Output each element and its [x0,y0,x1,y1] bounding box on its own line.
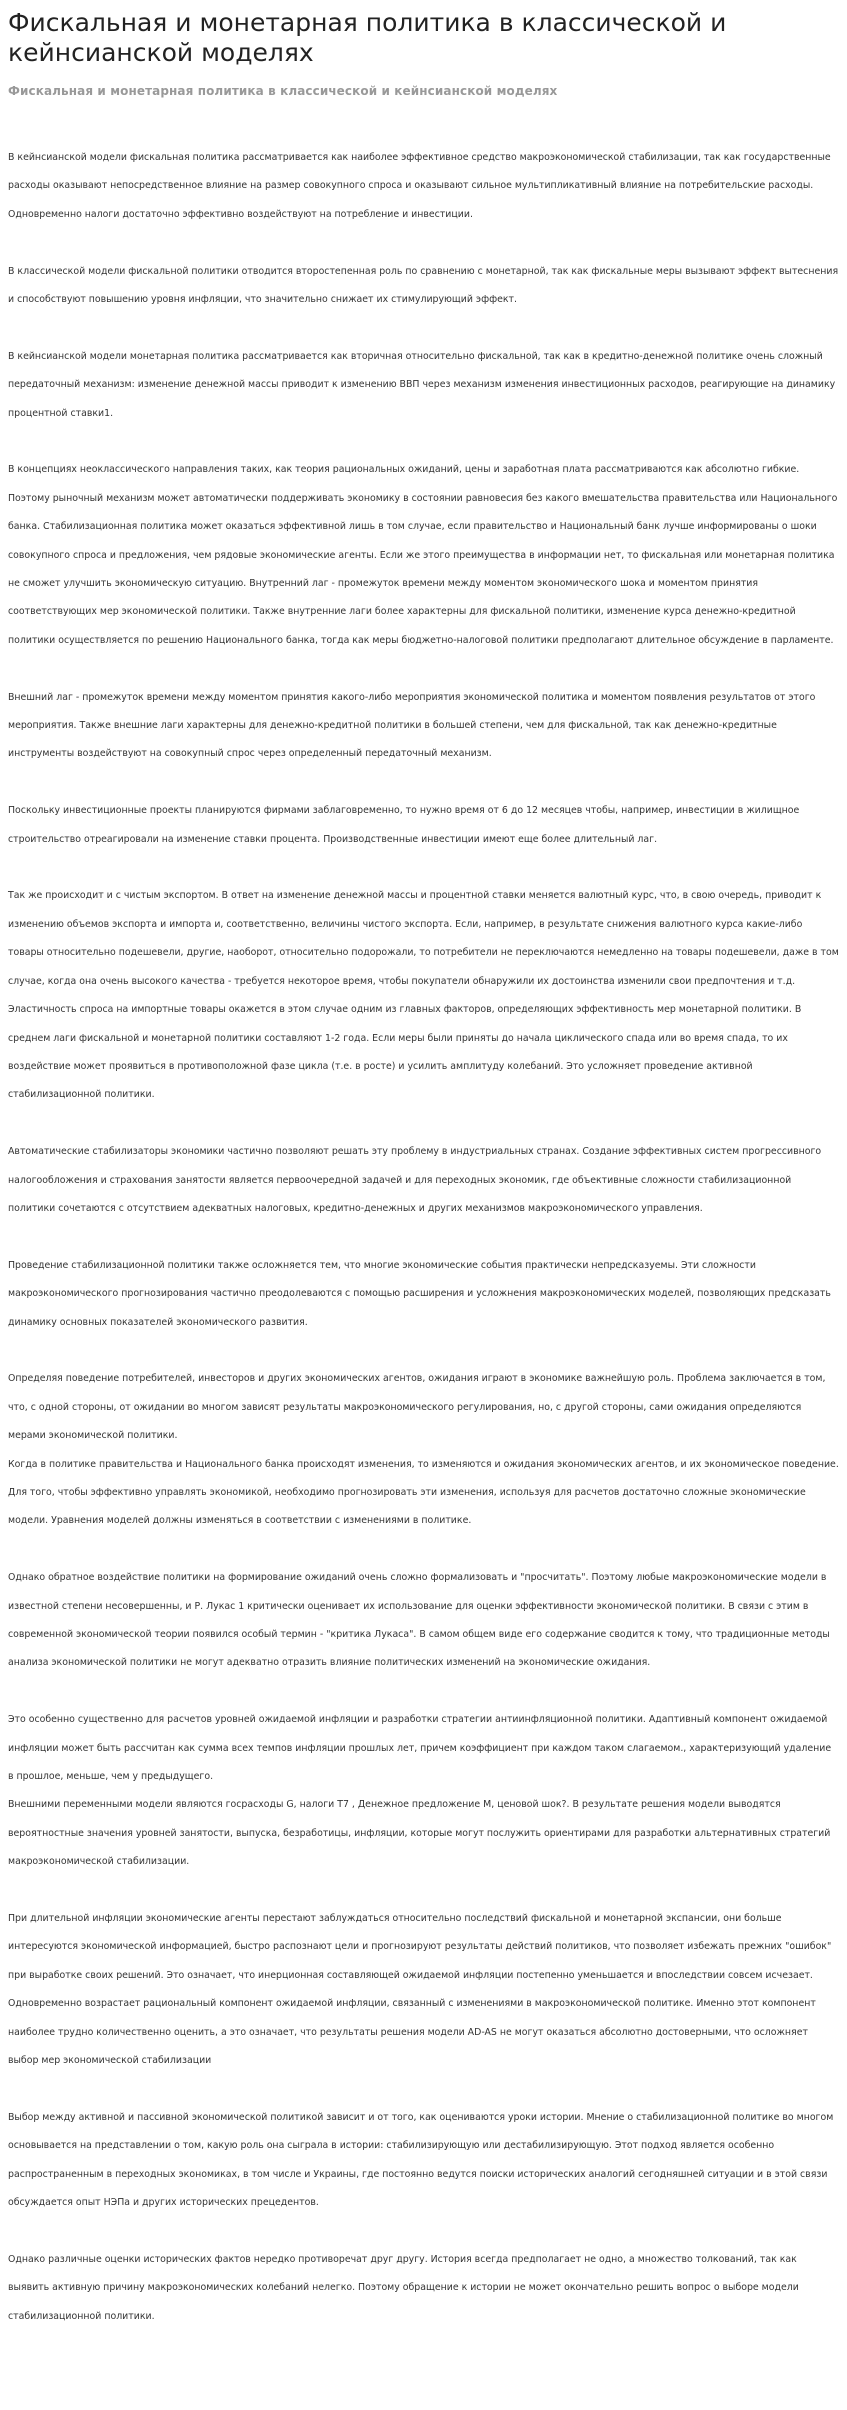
page-title: Фискальная и монетарная политика в классической и кейнсианской моделях [8,8,727,67]
paragraph: Автоматические стабилизаторы экономики частично позволяют решать эту проблему в индустриальных странах. Создание эффективных систем прогрессивного налогообложения и страхования занятости является первоочередной задачей и для переходных экономик, где объективные сложности стабилизационной политики сочетаются с отсутствием адекватных налоговых, кредитно-денежных и других механизмов макроэкономического управления. [8,1146,822,1214]
paragraph: Поскольку инвестиционные проекты планируются фирмами заблаговременно, то нужно время от 6 до 12 месяцев чтобы, например, инвестиции в жилищное строительство отреагировали на изменение ставки процента. Производственные инвестиции имеют еще более длительный лаг. [8,805,800,845]
paragraph: При длительной инфляции экономические агенты перестают заблуждаться относительно последствий фискальной и монетарной экспансии, они больше интересуются экономической информацией, быстро распознают цели и прогнозируют результаты действий политиков, что позволяет избежать прежних "ошибок" при выработке своих решений. Это означает, что инерционная составляющей ожидаемой инфляции постепенно уменьшается и впоследствии совсем исчезает. Одновременно возрастает рациональный компонент ожидаемой инфляции, связанный с изменениями в макроэкономической политике. Именно этот компонент наиболее трудно количественно оценить, а это означает, что результаты решения модели AD-AS не могут оказаться абсолютно достоверными, что осложняет выбор мер экономической стабилизации [8,1913,832,2067]
paragraph: Однако различные оценки исторических фактов нередко противоречат друг другу. История всегда предполагает не одно, а множество толкований, так как выявить активную причину макроэкономических колебаний нелегко. Поэтому обращение к истории не может окончательно решить вопрос о выборе модели стабилизационной политики. [8,2253,799,2322]
paragraph: Когда в политике правительства и Национального банка происходят изменения, то изменяются и ожидания экономических агентов, и их экономическое поведение. Для того, чтобы эффективно управлять экономикой, необходимо прогнозировать эти изменения, используя для расчетов достаточно сложные экономические модели. Уравнения моделей должны изменяться в соответствии с изменениями в политике. [8,1458,839,1527]
paragraph: Так же происходит и с чистым экспортом. В ответ на изменение денежной массы и процентной ставки меняется валютный курс, что, в свою очередь, приводит к изменению объемов экспорта и импорта и, соответственно, величины чистого экспорта. Если, например, в результате снижения валютного курса какие-либо товары относительно подешевели, другие, наоборот, относительно подорожали, то потребители не переключаются немедленно на товары подешевели, даже в том случае, когда она очень высокого качества - требуется некоторое время, чтобы покупатели обнаружили их достоинства изменили свои предпочтения и т.д. Эластичность спроса на импортные товары окажется в этом случае одним из главных факторов, определяющих эффективность мер монетарной политики. В среднем лаги фискальной и монетарной политики составляют 1-2 года. Если меры были приняты до начала циклического спада или во время спада, то их воздействие может проявиться в противоположной фазе цикла (т.е. в росте) и усилить амплитуду колебаний. Это усложняет проведение активной стабилизационной политики. [8,890,839,1101]
paragraph: Однако обратное воздействие политики на формирование ожиданий очень сложно формализовать и "просчитать". Поэтому любые макроэкономические модели в известной степени несовершенны, и Р. Лукас 1 критически оценивает их использование для оценки эффективности экономической политики. В связи с этим в современной экономической теории появился особый термин - "критика Лукаса". В самом общем виде его содержание сводится к тому, что традиционные методы анализа экономической политики не могут адекватно отразить влияние политических изменений на экономические ожидания. [8,1572,830,1669]
paragraph: В концепциях неоклассического направления таких, как теория рациональных ожиданий, цены и заработная плата рассматриваются как абсолютно гибкие. Поэтому рыночный механизм может автоматически поддерживать экономику в состоянии равновесия без какого вмешательства правительства или Национального банка. Стабилизационная политика может оказаться эффективной лишь в том случае, если правительство и Национальный банк лучше информированы о шоки совокупного спроса и предложения, чем рядовые экономические агенты. Если же этого преимущества в информации нет, то фискальная или монетарная политика не сможет улучшить экономическую ситуацию. Внутренний лаг - промежуток времени между моментом экономического шока и моментом принятия соответствующих мер экономической политики. Также внутренние лаги более характерны для фискальной политики, изменение курса денежно-кредитной политики осуществляется по решению Национального банка, тогда как меры бюджетно-налоговой политики предполагают длительное обсуждение в парламенте. [8,464,838,646]
article-subtitle: Фискальная и монетарная политика в классической и кейнсианской моделях [8,84,558,98]
paragraph: Внешними переменными модели являются госрасходы G, налоги T7 , Денежное предложение M, ценовой шок?. В результате решения модели выводятся вероятностные значения уровней занятости, выпуска, безработицы, инфляции, которые могут послужить ориентирами для разработки альтернативных стратегий макроэкономической стабилизации. [8,1799,831,1868]
paragraph: Выбор между активной и пассивной экономической политикой зависит и от того, как оцениваются уроки истории. Мнение о стабилизационной политике во многом основывается на представлении о том, какую роль она сыграла в истории: стабилизирующую или дестабилизирующую. Этот подход является особенно распространенным в переходных экономиках, в том числе и Украины, где постоянно ведутся поиски исторических аналогий сегодняшней ситуации и в этой связи обсуждается опыт НЭПа и других исторических прецедентов. [8,2111,834,2209]
paragraph: В кейнсианской модели фискальная политика рассматривается как наиболее эффективное средство макроэкономической стабилизации, так как государственные расходы оказывают непосредственное влияние на размер совокупного спроса и оказывают сильное мультипликативный влияние на потребительские расходы. Одновременно налоги достаточно эффективно воздействуют на потребление и инвестиции. [8,152,831,220]
paragraph: Проведение стабилизационной политики также осложняется тем, что многие экономические события практически непредсказуемы. Эти сложности макроэкономического прогнозирования частично преодолеваются с помощью расширения и усложнения макроэкономических моделей, позволяющих предсказать динамику основных показателей экономического развития. [8,1259,831,1328]
paragraph: Это особенно существенно для расчетов уровней ожидаемой инфляции и разработки стратегии антиинфляционной политики. Адаптивный компонент ожидаемой инфляции может быть рассчитан как сумма всех темпов инфляции прошлых лет, причем коэффициент при каждом таком слагаемом., характеризующий удаление в прошлое, меньше, чем у предыдущего. [8,1714,832,1782]
paragraph: В классической модели фискальной политики отводится второстепенная роль по сравнению с монетарной, так как фискальные меры вызывают эффект вытеснения и способствуют повышению уровня инфляции, что значительно снижает их стимулирующий эффект. [8,265,839,306]
paragraph: Внешний лаг - промежуток времени между моментом принятия какого-либо мероприятия экономической политика и моментом появления результатов от этого мероприятия. Также внешние лаги характерны для денежно-кредитной политики в большей степени, чем для фискальной, так как денежно-кредитные инструменты воздействуют на совокупный спрос через определенный передаточный механизм. [8,691,816,760]
paragraph: В кейнсианской модели монетарная политика рассматривается как вторичная относительно фискальной, так как в кредитно-денежной политике очень сложный передаточный механизм: изменение денежной массы приводит к изменению ВВП через механизм изменения инвестиционных расходов, реагирующие на динамику процентной ставки1. [8,350,836,419]
article-body [8,144,839,2331]
paragraph: Определяя поведение потребителей, инвесторов и других экономических агентов, ожидания играют в экономике важнейшую роль. Проблема заключается в том, что, с одной стороны, от ожидании во многом зависят результаты макроэкономического регулирования, но, с другой стороны, сами ожидания определяются мерами экономической политики. [8,1373,826,1442]
